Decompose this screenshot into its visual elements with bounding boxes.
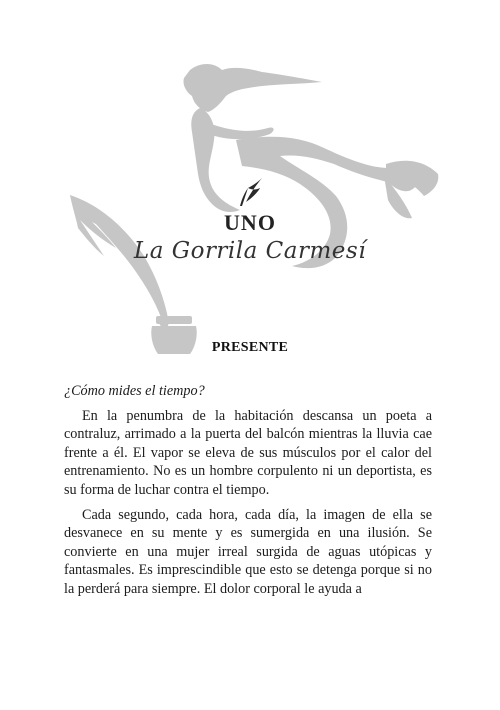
paragraph: En la penumbra de la habitación descansa un poeta a contraluz, arrimado a la puerta del balcón mientras la lluvia cae frente a él. El vapor se eleva de sus músculos por el calor del entrenamiento. No es un hombre corpulento ni un deportista, es su forma de luchar contra el tiempo. <box>64 407 432 498</box>
body-text <box>64 382 432 605</box>
paragraph: Cada segundo, cada hora, cada día, la imagen de ella se desvanece en su mente y es sumergida en una ilusión. Se convierte en una mujer irreal surgida de aguas utópicas y fantasmales. Es imprescindible que esto se detenga porque si no la perderá para siempre. El dolor corporal le ayuda a <box>64 506 432 597</box>
chapter-title: La Gorrila Carmesí <box>133 238 367 264</box>
small-quill-icon <box>240 178 262 206</box>
opening-question: ¿Cómo mides el tiempo? <box>64 383 205 399</box>
section-heading: PRESENTE <box>211 340 289 355</box>
chapter-number: UNO <box>224 210 276 235</box>
